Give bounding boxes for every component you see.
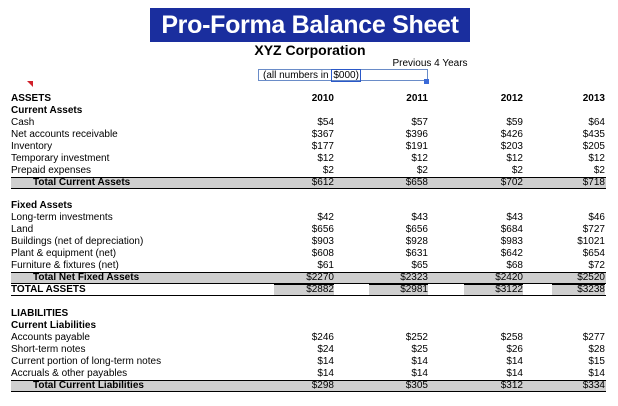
- cell-value: $2: [511, 165, 523, 176]
- cell-value: $12: [411, 153, 428, 164]
- row-label: Cash: [11, 117, 35, 128]
- year-header: 2013: [582, 93, 605, 104]
- total-value: $718: [582, 177, 605, 188]
- row-label: Furniture & fixtures (net): [11, 260, 119, 271]
- row-label: Inventory: [11, 141, 53, 152]
- row-label: Current portion of long-term notes: [11, 356, 162, 367]
- cell-value: $28: [588, 344, 605, 355]
- cell-value: $24: [317, 344, 334, 355]
- row-label: Buildings (net of depreciation): [11, 236, 144, 247]
- cell-value: $14: [588, 368, 605, 379]
- cell-value: $642: [500, 248, 523, 259]
- current-assets-heading: Current Assets: [11, 105, 83, 116]
- year-header: 2012: [500, 93, 523, 104]
- total-value: $2270: [306, 272, 334, 283]
- spacer: [11, 189, 606, 200]
- cell-value: $64: [588, 117, 605, 128]
- cell-value: $46: [588, 212, 605, 223]
- section-heading: [11, 320, 606, 332]
- cell-value: $277: [582, 332, 605, 343]
- total-label: Total Current Liabilities: [33, 380, 144, 391]
- table-row: [11, 236, 606, 248]
- cell-value: $903: [311, 236, 334, 247]
- total-row: [11, 380, 606, 392]
- total-label: Total Current Assets: [33, 177, 131, 188]
- table-row: [11, 117, 606, 129]
- cell-value: $367: [311, 129, 334, 140]
- cell-value: $203: [500, 141, 523, 152]
- grand-total-row: [11, 284, 606, 296]
- row-label: Land: [11, 224, 34, 235]
- cell-fill-handle[interactable]: [424, 79, 429, 84]
- cell-value: $25: [411, 344, 428, 355]
- sheet-title: Pro-Forma Balance Sheet: [150, 8, 470, 42]
- total-value: $2420: [495, 272, 523, 283]
- header-row: [11, 93, 606, 105]
- total-assets-label: TOTAL ASSETS: [11, 284, 86, 295]
- total-value: $2882: [274, 284, 334, 295]
- section-heading: [11, 308, 606, 320]
- fixed-assets-heading: Fixed Assets: [11, 200, 73, 211]
- section-heading: [11, 105, 606, 117]
- cell-value: $26: [506, 344, 523, 355]
- table-row: [11, 212, 606, 224]
- total-value: $658: [405, 177, 428, 188]
- units-cell[interactable]: [258, 69, 428, 81]
- cell-value: $1021: [577, 236, 605, 247]
- year-header: 2011: [406, 93, 428, 104]
- cell-value: $631: [405, 248, 428, 259]
- row-label: Net accounts receivable: [11, 129, 118, 140]
- cell-value: $177: [311, 141, 334, 152]
- cell-value: $14: [317, 356, 334, 367]
- total-value: $298: [311, 380, 334, 391]
- cell-value: $54: [317, 117, 334, 128]
- cell-value: $426: [500, 129, 523, 140]
- total-value: $305: [405, 380, 428, 391]
- cell-value: $656: [405, 224, 428, 235]
- table-row: [11, 356, 606, 368]
- table-row: [11, 332, 606, 344]
- year-header: 2010: [311, 93, 334, 104]
- current-liabilities-heading: Current Liabilities: [11, 320, 97, 331]
- cell-value: $2: [322, 165, 334, 176]
- cell-value: $252: [405, 332, 428, 343]
- cell-value: $928: [405, 236, 428, 247]
- cell-value: $435: [582, 129, 605, 140]
- table-row: [11, 224, 606, 236]
- cell-value: $396: [405, 129, 428, 140]
- cell-value: $43: [411, 212, 428, 223]
- cell-value: $983: [500, 236, 523, 247]
- total-row: [11, 177, 606, 189]
- total-value: $2981: [369, 284, 428, 295]
- cell-value: $608: [311, 248, 334, 259]
- cell-value: $43: [506, 212, 523, 223]
- cell-value: $656: [311, 224, 334, 235]
- cell-value: $14: [411, 368, 428, 379]
- cell-value: $15: [588, 356, 605, 367]
- row-label: Plant & equipment (net): [11, 248, 117, 259]
- cell-value: $258: [500, 332, 523, 343]
- company-name: XYZ Corporation: [254, 42, 366, 58]
- cell-value: $12: [506, 153, 523, 164]
- previous-years-note: Previous 4 Years: [392, 58, 468, 69]
- cell-value: $14: [411, 356, 428, 367]
- row-label: Long-term investments: [11, 212, 113, 223]
- cell-value: $61: [317, 260, 334, 271]
- cell-value: $14: [317, 368, 334, 379]
- row-label: Temporary investment: [11, 153, 110, 164]
- balance-sheet-table: [11, 93, 606, 392]
- total-value: $2323: [400, 272, 428, 283]
- assets-label: ASSETS: [11, 93, 52, 104]
- row-label: Accruals & other payables: [11, 368, 128, 379]
- cell-value: $191: [405, 141, 428, 152]
- cell-value: $14: [506, 356, 523, 367]
- table-row: [11, 344, 606, 356]
- comment-indicator-icon[interactable]: [27, 81, 33, 87]
- table-row: [11, 368, 606, 380]
- cell-value: $42: [317, 212, 334, 223]
- section-heading: [11, 200, 606, 212]
- total-value: $334: [582, 380, 605, 391]
- cell-value: $57: [411, 117, 428, 128]
- table-row: [11, 129, 606, 141]
- total-value: $702: [500, 177, 523, 188]
- cell-value: $654: [582, 248, 605, 259]
- units-prefix: (all numbers in: [263, 70, 332, 81]
- row-label: Prepaid expenses: [11, 165, 92, 176]
- total-value: $312: [500, 380, 523, 391]
- cell-value: $14: [506, 368, 523, 379]
- cell-value: $72: [588, 260, 605, 271]
- table-row: [11, 141, 606, 153]
- total-value: $3238: [552, 284, 605, 295]
- row-label: Accounts payable: [11, 332, 90, 343]
- cell-value: $727: [582, 224, 605, 235]
- cell-value: $246: [311, 332, 334, 343]
- spacer: [11, 296, 606, 308]
- cell-value: $2: [593, 165, 605, 176]
- cell-value: $68: [506, 260, 523, 271]
- cell-value: $12: [588, 153, 605, 164]
- cell-value: $59: [506, 117, 523, 128]
- total-value: $3122: [464, 284, 523, 295]
- table-row: [11, 153, 606, 165]
- cell-value: $684: [500, 224, 523, 235]
- row-label: Short-term notes: [11, 344, 86, 355]
- cell-value: $205: [582, 141, 605, 152]
- table-row: [11, 248, 606, 260]
- units-selected-text[interactable]: $000): [333, 70, 359, 81]
- cell-value: $65: [411, 260, 428, 271]
- cell-value: $12: [317, 153, 334, 164]
- total-value: $2520: [577, 272, 605, 283]
- total-row: [11, 272, 606, 284]
- table-row: [11, 260, 606, 272]
- table-row: [11, 165, 606, 177]
- total-label: Total Net Fixed Assets: [33, 272, 140, 283]
- cell-value: $2: [416, 165, 428, 176]
- liabilities-label: LIABILITIES: [11, 308, 69, 319]
- total-value: $612: [311, 177, 334, 188]
